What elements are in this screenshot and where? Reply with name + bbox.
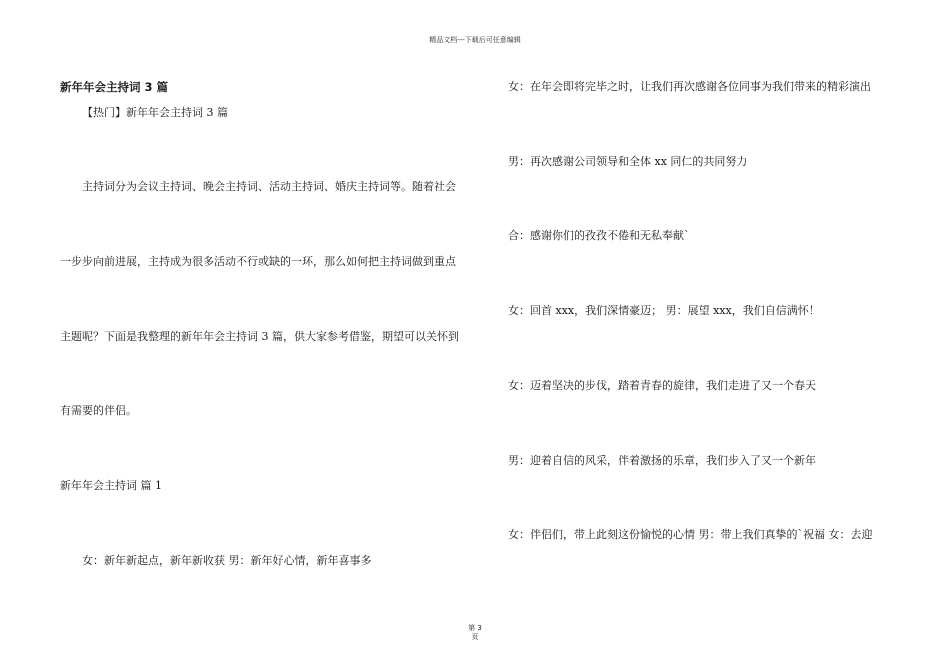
intro-paragraph-line: 一步步向前进展，主持成为很多活动不行或缺的一环，那么如何把主持词做到重点 bbox=[60, 255, 456, 268]
dialogue-line: 合：感谢你们的孜孜不倦和无私奉献` bbox=[508, 229, 690, 242]
dialogue-line: 女：新年新起点，新年新收获 男：新年好心情，新年喜事多 bbox=[82, 554, 372, 567]
dialogue-line: 女：迈着坚决的步伐，踏着青春的旋律，我们走进了又一个春天 bbox=[508, 379, 816, 392]
page-header: 精品文档---下载后可任意编辑 bbox=[429, 36, 521, 44]
dialogue-line: 女：伴侣们，带上此刻这份愉悦的心情 男：带上我们真挚的`祝福 女：去迎 bbox=[508, 528, 873, 541]
dialogue-line: 男：迎着自信的风采，伴着激扬的乐章，我们步入了又一个新年 bbox=[508, 454, 816, 467]
intro-paragraph-line: 主题呢？下面是我整理的新年年会主持词 3 篇，供大家参考借鉴，期望可以关怀到 bbox=[60, 330, 459, 343]
intro-paragraph-line: 有需要的伴侣。 bbox=[60, 404, 137, 417]
page-number-bottom: 页 bbox=[471, 633, 479, 641]
section-heading: 新年年会主持词 篇 1 bbox=[60, 479, 162, 492]
dialogue-line: 女：回首 xxx，我们深情豪迈； 男：展望 xxx，我们自信满怀！ bbox=[508, 304, 820, 317]
page-number-top: 第 3 bbox=[468, 624, 482, 632]
page-number bbox=[0, 624, 950, 642]
dialogue-line: 女：在年会即将完毕之时，让我们再次感谢各位同事为我们带来的精彩演出 bbox=[508, 80, 871, 93]
document-subtitle: 【热门】新年年会主持词 3 篇 bbox=[82, 106, 228, 119]
intro-paragraph-line: 主持词分为会议主持词、晚会主持词、活动主持词、婚庆主持词等。随着社会 bbox=[82, 180, 456, 193]
document-title: 新年年会主持词 3 篇 bbox=[60, 80, 169, 94]
dialogue-line: 男：再次感谢公司领导和全体 xx 同仁的共同努力 bbox=[508, 155, 748, 168]
